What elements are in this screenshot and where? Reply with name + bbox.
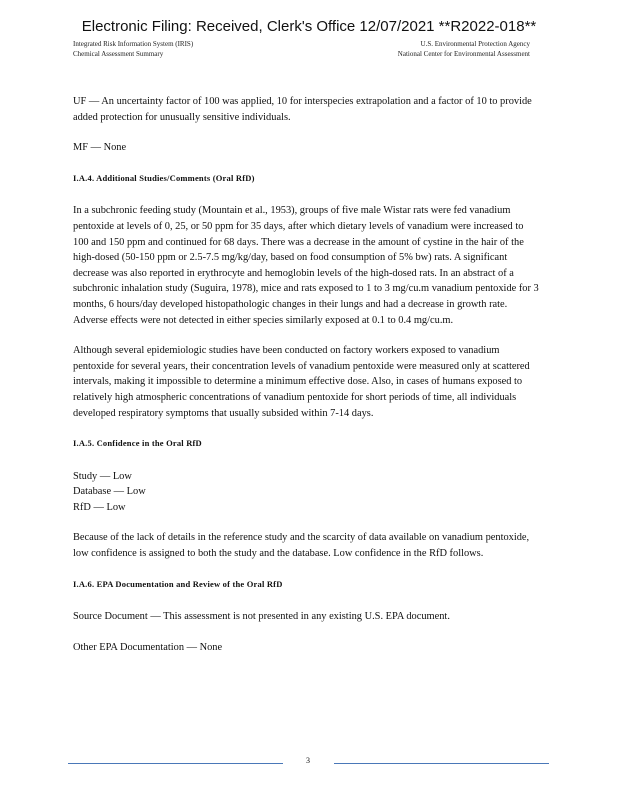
confidence-paragraph: Because of the lack of details in the reference study and the scarcity of data available on vanadium pentoxide, low confidence is assigned to both the study and the database. Low confidence in the RfD follows. xyxy=(73,532,530,560)
epidemiologic-paragraph: Although several epidemiologic studies have been conducted on factory workers exposed to vanadium pentoxide for several years, their concentration levels of vanadium pentoxide were measured only at scattered intervals, making it impossible to determine a minimum effective dose. Also, in cases of humans exposed to relatively high atmospheric concentrations of vanadium pentoxide for short periods of time, all individuals developed respiratory symptoms that usually subsided within 7-14 days. xyxy=(73,345,530,419)
modifying-factor-line: MF — None xyxy=(73,142,127,154)
section-heading-additional-studies: I.A.4. Additional Studies/Comments (Oral RfD) xyxy=(73,172,255,183)
header-center: National Center for Environmental Assessment xyxy=(397,50,530,58)
subchronic-study-paragraph: In a subchronic feeding study (Mountain et al., 1953), groups of five male Wistar rats were fed vanadium pentoxide at levels of 0, 25, or 50 ppm for 35 days, after which dietary levels of vanadium were increased to 100 and 150 ppm and continued for 68 days. There was a decrease in the amount of cystine in the hair of the high-dosed (50-150 ppm or 2.5-7.5 mg/kg/day, based on food consumption of 5% bw) rats. A significant decrease was also reported in erythrocyte and hemoglobin levels of the high-dosed rats. In an abstract of a subchronic inhalation study (Suguira, 1978), mice and rats exposed to 1 to 3 mg/cu.m vanadium pentoxide for 3 months, 6 hours/day developed histopathologic changes in their lungs and had a decrease in growth rate. Adverse effects were not detected in either species similarly exposed at 0.1 to 0.4 mg/cu.m. xyxy=(73,205,539,326)
confidence-database: Database — Low xyxy=(73,486,146,498)
confidence-rfd: RfD — Low xyxy=(73,501,126,513)
footer-rule-left xyxy=(68,763,283,764)
header-agency: U.S. Environmental Protection Agency xyxy=(420,40,530,48)
confidence-study: Study — Low xyxy=(73,470,132,482)
page-footer xyxy=(0,756,618,770)
page-number: 3 xyxy=(306,756,310,765)
header-document-type: Chemical Assessment Summary xyxy=(73,50,164,58)
filing-stamp: Electronic Filing: Received, Clerk's Office 12/07/2021 **R2022-018** xyxy=(81,18,537,35)
header-program-name: Integrated Risk Information System (IRIS) xyxy=(73,40,194,48)
other-documentation-line: Other EPA Documentation — None xyxy=(73,641,223,653)
header-right xyxy=(398,39,530,59)
source-document-line: Source Document — This assessment is not presented in any existing U.S. EPA document. xyxy=(73,611,450,623)
uncertainty-factor-paragraph: UF — An uncertainty factor of 100 was applied, 10 for interspecies extrapolation and a factor of 10 to provide added protection for unusually sensitive individuals. xyxy=(73,96,532,123)
footer-rule-right xyxy=(334,763,549,764)
header-left xyxy=(73,39,193,59)
document-body xyxy=(73,94,539,670)
section-heading-epa-documentation: I.A.6. EPA Documentation and Review of the Oral RfD xyxy=(73,578,283,589)
section-heading-confidence: I.A.5. Confidence in the Oral RfD xyxy=(73,438,202,449)
